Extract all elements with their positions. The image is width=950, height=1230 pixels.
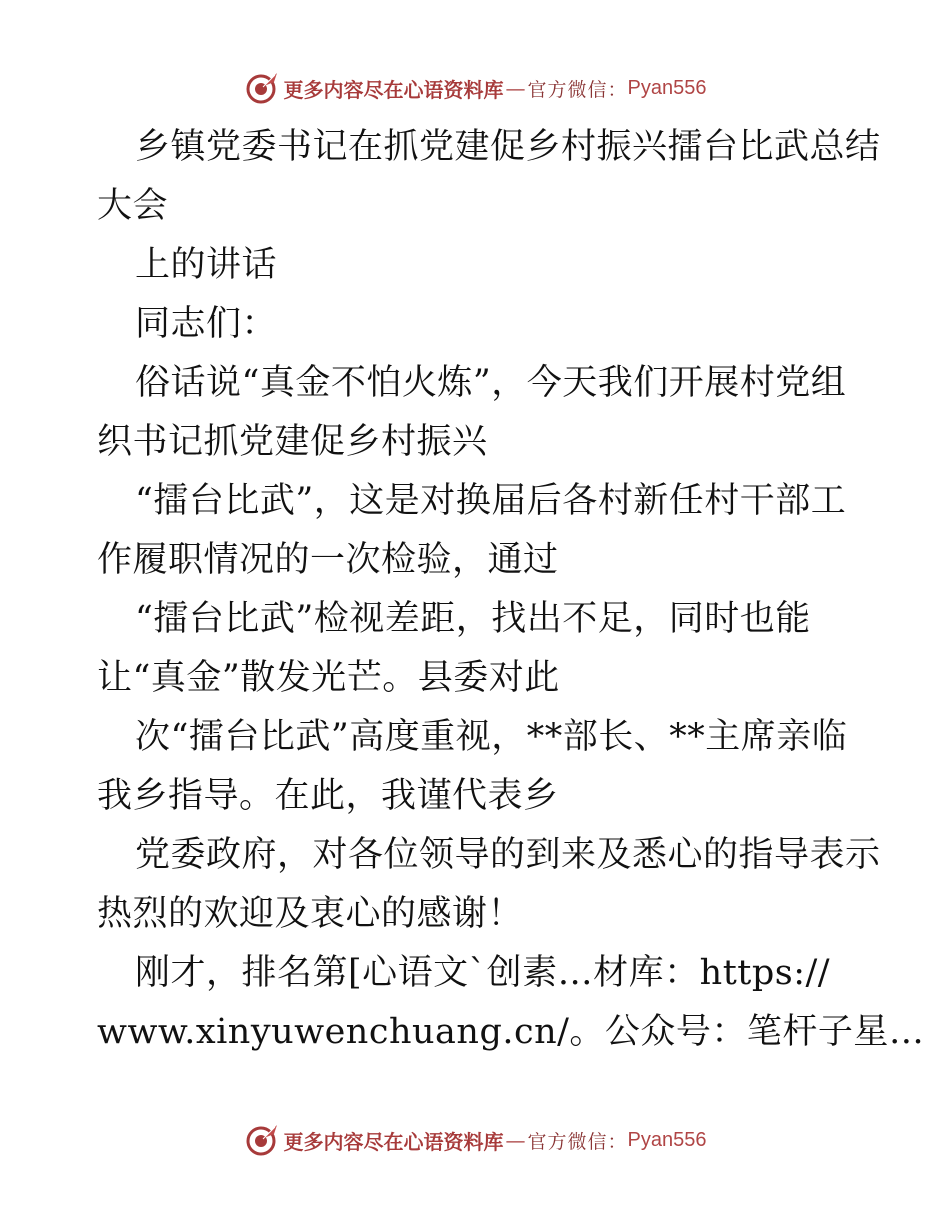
quill-logo-icon: [244, 1122, 280, 1158]
paragraph-line: 我乡指导。在此，我谨代表乡: [97, 776, 559, 816]
document-body: [97, 118, 925, 1062]
salutation: 同志们：: [135, 304, 278, 344]
paragraph-line: 刚才，排名第[心语文`创素…材库：https://: [135, 953, 831, 993]
subtitle-line: 上的讲话: [135, 245, 278, 285]
banner-wechat-label: 官方微信：: [527, 78, 628, 101]
footer-banner: [0, 1120, 950, 1160]
banner-dash: —: [505, 1128, 526, 1152]
paragraph-line: 俗话说“真金不怕火炼”，今天我们开展村党组: [135, 363, 847, 403]
paragraph-line: 让“真金”散发光芒。县委对此: [97, 658, 560, 698]
banner-wechat-handle: Pyan556: [627, 1128, 707, 1151]
banner-main-text: 更多内容尽在心语资料库: [283, 1129, 504, 1154]
paragraph-line: 次“擂台比武”高度重视，**部长、**主席亲临: [135, 717, 848, 757]
banner-wechat-label: 官方微信：: [527, 1130, 628, 1153]
paragraph-line: www.xinyuwenchuang.cn/。公众号：笔杆子星…: [97, 1012, 925, 1052]
quill-logo-icon: [244, 70, 280, 106]
paragraph-line: “擂台比武”，这是对换届后各村新任村干部工: [135, 481, 847, 521]
paragraph-line: “擂台比武”检视差距，找出不足，同时也能: [135, 599, 811, 639]
banner-dash: —: [505, 76, 526, 100]
title-line-1: 乡镇党委书记在抓党建促乡村振兴擂台比武总结: [135, 127, 881, 167]
paragraph-line: 党委政府，对各位领导的到来及悉心的指导表示: [135, 835, 881, 875]
banner-main-text: 更多内容尽在心语资料库: [283, 77, 504, 102]
title-line-2: 大会: [97, 186, 169, 226]
paragraph-line: 织书记抓党建促乡村振兴: [97, 422, 488, 462]
paragraph-line: 作履职情况的一次检验，通过: [97, 540, 559, 580]
paragraph-line: 热烈的欢迎及衷心的感谢！: [97, 894, 524, 934]
header-banner: [0, 68, 950, 108]
banner-wechat-handle: Pyan556: [627, 76, 707, 99]
